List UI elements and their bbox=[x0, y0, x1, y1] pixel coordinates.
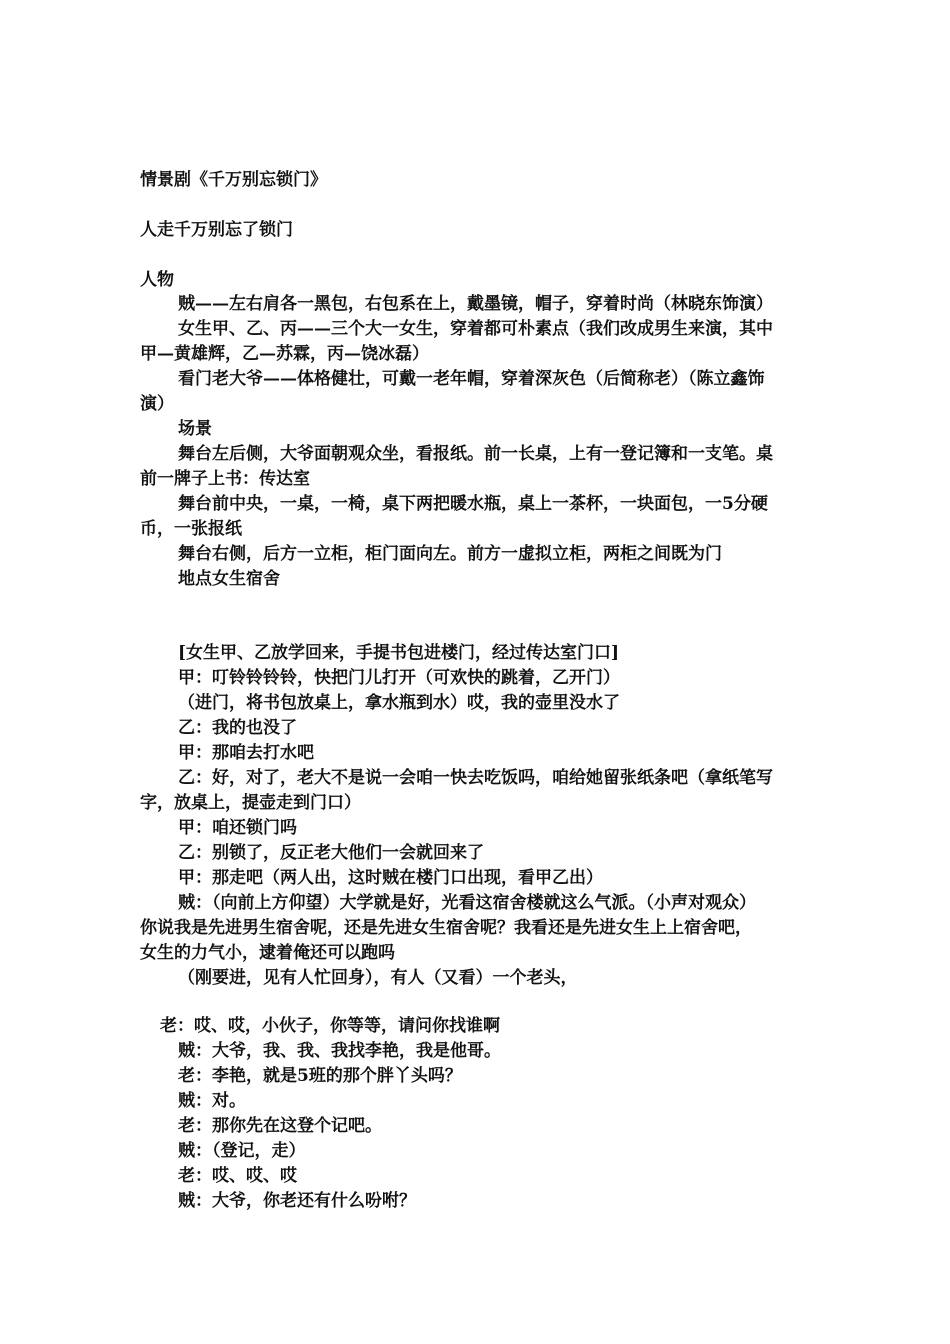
text-line: [女生甲、乙放学回来，手提书包进楼门，经过传达室门口] bbox=[178, 643, 620, 663]
text-line: 场景 bbox=[178, 419, 212, 439]
text-line: 贼：对。 bbox=[178, 1091, 246, 1111]
text-line: （刚要进，见有人忙回身），有人（又看）一个老头， bbox=[178, 968, 578, 988]
text-line: 舞台左后侧，大爷面朝观众坐，看报纸。前一长桌，上有一登记簿和一支笔。桌 bbox=[178, 444, 773, 464]
text-line: 老：那你先在这登个记吧。 bbox=[178, 1116, 382, 1136]
text-line: 甲—黄雄辉，乙—苏霖，丙—饶冰磊） bbox=[140, 344, 429, 364]
text-line: 舞台前中央，一桌，一椅，桌下两把暖水瓶，桌上一茶杯，一块面包，一5分硬 bbox=[178, 494, 768, 514]
text-line: 老：李艳，就是5班的那个胖丫头吗？ bbox=[178, 1066, 462, 1086]
text-line: 乙：好，对了，老大不是说一会咱一快去吃饭吗，咱给她留张纸条吧（拿纸笔写 bbox=[178, 768, 773, 788]
text-line: 看门老大爷——体格健壮，可戴一老年帽，穿着深灰色（后简称老）（陈立鑫饰 bbox=[178, 369, 765, 389]
text-line: 贼：（登记，走） bbox=[178, 1141, 306, 1161]
text-line: 甲：那咱去打水吧 bbox=[178, 743, 314, 763]
text-line: 甲：那走吧（两人出，这时贼在楼门口出现，看甲乙出） bbox=[178, 868, 603, 888]
text-line: 女生的力气小，逮着俺还可以跑吗 bbox=[140, 943, 395, 963]
text-line: 前一牌子上书：传达室 bbox=[140, 469, 310, 489]
text-line: （进门，将书包放桌上，拿水瓶到水）哎，我的壶里没水了 bbox=[178, 693, 620, 713]
document-title: 情景剧《千万别忘锁门》 bbox=[140, 170, 327, 190]
text-line: 乙：别锁了，反正老大他们一会就回来了 bbox=[178, 843, 484, 863]
text-line: 老：哎、哎，小伙子，你等等，请问你找谁啊 bbox=[160, 1016, 500, 1036]
text-line: 乙：我的也没了 bbox=[178, 718, 297, 738]
text-line: 舞台右侧，后方一立柜，柜门面向左。前方一虚拟立柜，两柜之间既为门 bbox=[178, 544, 722, 564]
text-line: 字，放桌上，提壶走到门口） bbox=[140, 793, 361, 813]
text-line: 贼：大爷，你老还有什么吩咐？ bbox=[178, 1191, 416, 1211]
text-line: 贼：（向前上方仰望）大学就是好，光看这宿舍楼就这么气派。（小声对观众） bbox=[178, 893, 756, 913]
text-line: 女生甲、乙、丙——三个大一女生，穿着都可朴素点（我们改成男生来演，其中 bbox=[178, 319, 773, 339]
document-subtitle: 人走千万别忘了锁门 bbox=[140, 220, 293, 240]
text-line: 甲：叮铃铃铃铃，快把门儿打开（可欢快的跳着，乙开门） bbox=[178, 668, 620, 688]
text-line: 老：哎、哎、哎 bbox=[178, 1166, 297, 1186]
text-line: 甲：咱还锁门吗 bbox=[178, 818, 297, 838]
text-line: 演） bbox=[140, 394, 174, 414]
text-line: 地点女生宿舍 bbox=[178, 569, 280, 589]
text-line: 贼——左右肩各一黑包，右包系在上，戴墨镜，帽子，穿着时尚（林晓东饰演） bbox=[178, 294, 773, 314]
text-line: 贼：大爷，我、我、我找李艳，我是他哥。 bbox=[178, 1041, 501, 1061]
characters-heading: 人物 bbox=[140, 270, 174, 290]
text-line: 币，一张报纸 bbox=[140, 519, 242, 539]
text-line: 你说我是先进男生宿舍呢，还是先进女生宿舍呢？我看还是先进女生上上宿舍吧， bbox=[140, 918, 752, 938]
